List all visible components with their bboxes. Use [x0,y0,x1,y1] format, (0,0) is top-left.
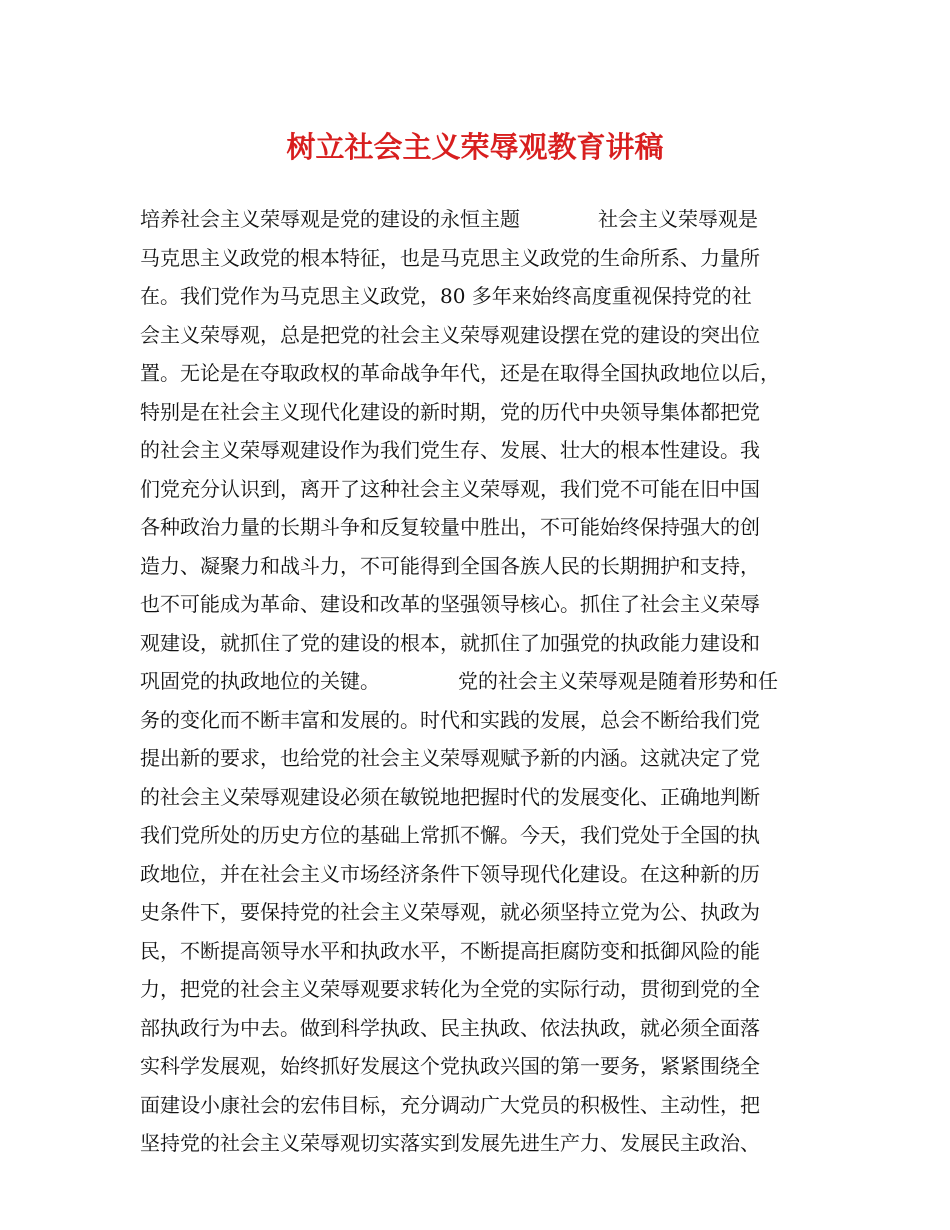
text-line [140,893,820,932]
text-line [140,508,820,547]
text-line [140,1047,820,1086]
text-segment: 培养社会主义荣辱观是党的建设的永恒主题 [140,207,520,231]
text-segment: 力，把党的社会主义荣辱观要求转化为全党的实际行动，贯彻到党的全 [140,977,760,1001]
text-segment: 部执政行为中去。做到科学执政、民主执政、依法执政，就必须全面落 [140,1015,760,1040]
text-line [140,393,820,432]
text-segment: 们党充分认识到，离开了这种社会主义荣辱观，我们党不可能在旧中国 [140,476,760,501]
text-line [140,970,820,1009]
text-segment: 民，不断提高领导水平和执政水平，不断提高拒腐防变和抵御风险的能 [140,938,760,963]
text-line [140,1124,820,1163]
text-segment: 面建设小康社会的宏伟目标，充分调动广大党员的积极性、主动性，把 [140,1092,760,1117]
text-segment: 的社会主义荣辱观建设必须在敏锐地把握时代的发展变化、正确地判断 [140,784,760,809]
text-segment: 马克思主义政党的根本特征，也是马克思主义政党的生命所系、力量所 [140,245,760,270]
text-segment: 在。我们党作为马克思主义政党，80 多年来始终高度重视保持党的社 [140,284,752,308]
text-segment: 各种政治力量的长期斗争和反复较量中胜出，不可能始终保持强大的创 [140,515,760,539]
text-segment: 党的社会主义荣辱观是随着形势和任 [458,669,778,693]
text-line [140,239,820,278]
text-line [140,354,820,393]
text-segment: 观建设，就抓住了党的建设的根本，就抓住了加强党的执政能力建设和 [140,630,760,655]
text-segment: 巩固党的执政地位的关键。 [140,669,380,693]
text-line [140,431,820,470]
text-segment: 实科学发展观，始终抓好发展这个党执政兴国的第一要务，紧紧围绕全 [140,1054,760,1078]
text-line [140,547,820,586]
text-line [140,200,820,239]
text-line [140,662,820,701]
text-line [140,855,820,894]
text-segment: 我们党所处的历史方位的基础上常抓不懈。今天，我们党处于全国的执 [140,823,760,847]
text-segment: 特别是在社会主义现代化建设的新时期，党的历代中央领导集体都把党 [140,399,760,424]
text-line [140,778,820,817]
text-line [140,316,820,355]
text-line [140,701,820,740]
text-segment: 也不可能成为革命、建设和改革的坚强领导核心。抓住了社会主义荣辱 [140,592,760,616]
text-line [140,277,820,316]
text-segment: 的社会主义荣辱观建设作为我们党生存、发展、壮大的根本性建设。我 [140,438,760,462]
text-line [140,585,820,624]
text-line [140,1086,820,1125]
text-segment: 史条件下，要保持党的社会主义荣辱观，就必须坚持立党为公、执政为 [140,900,760,924]
text-line [140,470,820,509]
text-segment: 造力、凝聚力和战斗力，不可能得到全国各族人民的长期拥护和支持， [140,553,760,578]
document-title: 树立社会主义荣辱观教育讲稿 [286,130,664,164]
text-line [140,624,820,663]
text-segment: 坚持党的社会主义荣辱观切实落实到发展先进生产力、发展民主政治、 [140,1131,760,1155]
text-segment: 务的变化而不断丰富和发展的。时代和实践的发展，总会不断给我们党 [140,707,760,732]
text-segment: 提出新的要求，也给党的社会主义荣辱观赋予新的内涵。这就决定了党 [140,746,760,770]
text-segment: 置。无论是在夺取政权的革命战争年代，还是在取得全国执政地位以后， [140,361,780,385]
text-segment: 会主义荣辱观，总是把党的社会主义荣辱观建设摆在党的建设的突出位 [140,322,760,347]
text-line [140,816,820,855]
text-segment: 社会主义荣辱观是 [598,207,758,231]
text-line [140,1009,820,1048]
text-line [140,932,820,971]
document-body [140,200,820,1163]
text-segment: 政地位，并在社会主义市场经济条件下领导现代化建设。在这种新的历 [140,861,760,886]
text-line [140,739,820,778]
